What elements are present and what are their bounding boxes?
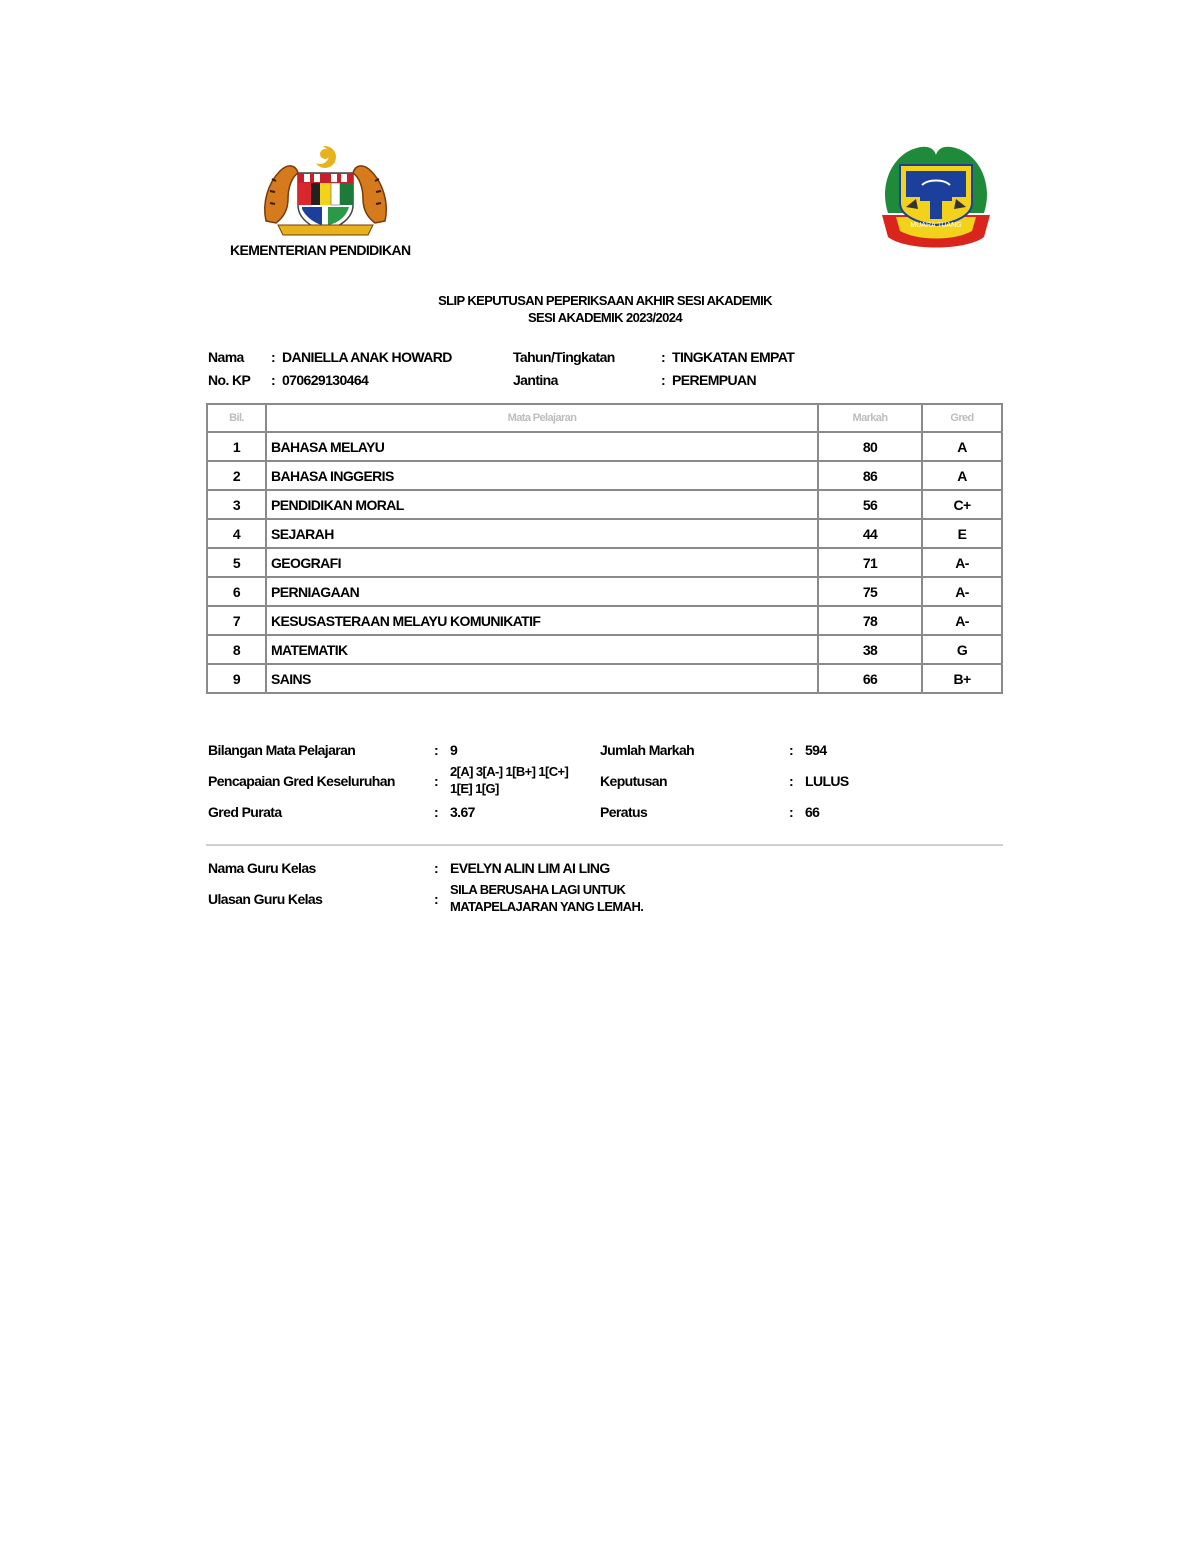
- header-subject: Mata Pelajaran: [266, 404, 818, 432]
- session-title: SESI AKADEMIK 2023/2024: [527, 310, 683, 325]
- table-row: [207, 432, 1002, 461]
- row-subject: SAINS: [266, 664, 818, 693]
- row-subject: MATEMATIK: [266, 635, 818, 664]
- result-value: LULUS: [805, 773, 849, 789]
- average-grade-label: Gred Purata: [208, 804, 282, 820]
- row-grade: A-: [922, 548, 1002, 577]
- row-bil: 6: [207, 577, 266, 606]
- row-subject: KESUSASTERAAN MELAYU KOMUNIKATIF: [266, 606, 818, 635]
- subjects-count-label: Bilangan Mata Pelajaran: [208, 742, 356, 758]
- row-mark: 75: [818, 577, 922, 606]
- table-row: [207, 519, 1002, 548]
- row-subject: BAHASA MELAYU: [266, 432, 818, 461]
- table-row: [207, 490, 1002, 519]
- row-mark: 44: [818, 519, 922, 548]
- average-grade-sep: :: [434, 804, 439, 820]
- overall-achievement-line2: 1[E] 1[G]: [450, 781, 499, 796]
- percentage-sep: :: [789, 804, 794, 820]
- overall-achievement-sep: :: [434, 773, 439, 789]
- row-bil: 9: [207, 664, 266, 693]
- row-subject: GEOGRAFI: [266, 548, 818, 577]
- subjects-count-value: 9: [450, 742, 458, 758]
- teacher-comment-line2: MATAPELAJARAN YANG LEMAH.: [450, 899, 644, 914]
- student-form-value: TINGKATAN EMPAT: [672, 349, 795, 365]
- header-mark: Markah: [818, 404, 922, 432]
- table-row: [207, 461, 1002, 490]
- table-row: [207, 664, 1002, 693]
- row-grade: E: [922, 519, 1002, 548]
- table-row: [207, 635, 1002, 664]
- percentage-value: 66: [805, 804, 820, 820]
- row-subject: PERNIAGAAN: [266, 577, 818, 606]
- header-grade: Gred: [922, 404, 1002, 432]
- teacher-comment-line1: SILA BERUSAHA LAGI UNTUK: [450, 882, 626, 897]
- student-ic-value: 070629130464: [282, 372, 369, 388]
- table-row: [207, 577, 1002, 606]
- row-bil: 3: [207, 490, 266, 519]
- subjects-count-sep: :: [434, 742, 439, 758]
- overall-achievement-label: Pencapaian Gred Keseluruhan: [208, 773, 395, 789]
- document-title: SLIP KEPUTUSAN PEPERIKSAAN AKHIR SESI AKADEMIK: [438, 293, 772, 308]
- percentage-label: Peratus: [600, 804, 648, 820]
- section-divider: [206, 844, 1003, 846]
- row-grade: A: [922, 432, 1002, 461]
- student-ic-label: No. KP: [208, 372, 251, 388]
- teacher-comment-label: Ulasan Guru Kelas: [208, 891, 323, 907]
- table-row: [207, 548, 1002, 577]
- class-teacher-sep: :: [434, 860, 439, 876]
- row-bil: 8: [207, 635, 266, 664]
- student-gender-value: PEREMPUAN: [672, 372, 757, 388]
- overall-achievement-line1: 2[A] 3[A-] 1[B+] 1[C+]: [450, 764, 569, 779]
- table-header-row: [207, 404, 1002, 432]
- coat-of-arms-logo: [258, 143, 393, 238]
- row-grade: A: [922, 461, 1002, 490]
- student-ic-sep: :: [271, 372, 276, 388]
- header-bil: Bil.: [207, 404, 266, 432]
- row-mark: 71: [818, 548, 922, 577]
- row-grade: B+: [922, 664, 1002, 693]
- table-row: [207, 606, 1002, 635]
- class-teacher-value: EVELYN ALIN LIM AI LING: [450, 860, 610, 876]
- row-mark: 86: [818, 461, 922, 490]
- row-subject: PENDIDIKAN MORAL: [266, 490, 818, 519]
- average-grade-value: 3.67: [450, 804, 475, 820]
- student-name-value: DANIELLA ANAK HOWARD: [282, 349, 452, 365]
- student-gender-sep: :: [661, 372, 666, 388]
- row-grade: A-: [922, 606, 1002, 635]
- row-bil: 4: [207, 519, 266, 548]
- student-name-label: Nama: [208, 349, 244, 365]
- row-bil: 1: [207, 432, 266, 461]
- school-logo: [876, 143, 996, 263]
- result-label: Keputusan: [600, 773, 667, 789]
- class-teacher-label: Nama Guru Kelas: [208, 860, 316, 876]
- row-mark: 80: [818, 432, 922, 461]
- total-marks-sep: :: [789, 742, 794, 758]
- total-marks-value: 594: [805, 742, 827, 758]
- ministry-name: KEMENTERIAN PENDIDIKAN: [230, 242, 411, 258]
- row-subject: BAHASA INGGERIS: [266, 461, 818, 490]
- row-mark: 56: [818, 490, 922, 519]
- row-grade: G: [922, 635, 1002, 664]
- row-bil: 7: [207, 606, 266, 635]
- row-mark: 66: [818, 664, 922, 693]
- teacher-comment-sep: :: [434, 891, 439, 907]
- row-grade: C+: [922, 490, 1002, 519]
- student-form-label: Tahun/Tingkatan: [513, 349, 615, 365]
- total-marks-label: Jumlah Markah: [600, 742, 695, 758]
- row-mark: 78: [818, 606, 922, 635]
- row-bil: 5: [207, 548, 266, 577]
- row-grade: A-: [922, 577, 1002, 606]
- school-logo-text: MUARA TUANG: [910, 222, 962, 229]
- student-form-sep: :: [661, 349, 666, 365]
- result-sep: :: [789, 773, 794, 789]
- student-name-sep: :: [271, 349, 276, 365]
- student-gender-label: Jantina: [513, 372, 558, 388]
- row-subject: SEJARAH: [266, 519, 818, 548]
- row-bil: 2: [207, 461, 266, 490]
- row-mark: 38: [818, 635, 922, 664]
- results-table: [206, 403, 1003, 694]
